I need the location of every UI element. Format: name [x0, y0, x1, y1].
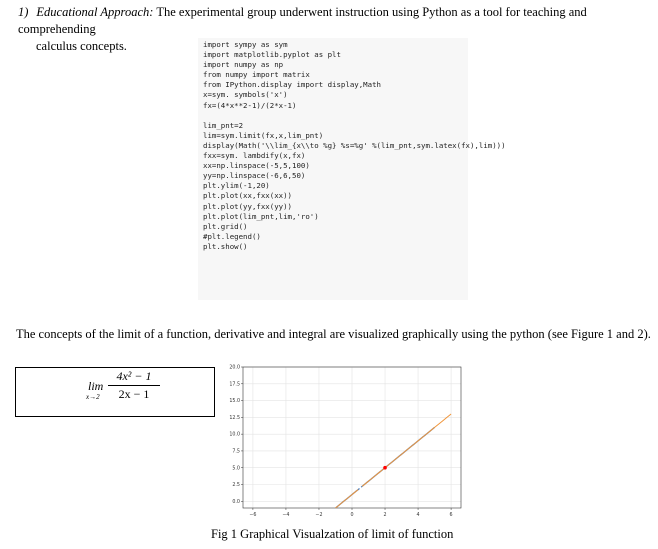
code-line: import numpy as np — [203, 60, 284, 70]
x-tick-label: 4 — [416, 513, 420, 518]
y-tick-label: 7.5 — [232, 449, 240, 455]
x-tick-label: −6 — [249, 513, 257, 518]
y-tick-label: 17.5 — [229, 382, 240, 388]
code-line: fx=(4*x**2-1)/(2*x-1) — [203, 100, 297, 110]
code-line: plt.ylim(-1,20) — [203, 181, 270, 191]
code-block — [198, 38, 506, 300]
code-line: #plt.legend() — [203, 231, 261, 241]
code-line: plt.plot(lim_pnt,lim,'ro') — [203, 211, 319, 221]
section-heading: Educational Approach: — [36, 5, 154, 19]
y-tick-label: 2.5 — [232, 483, 240, 489]
code-line: plt.plot(yy,fxx(yy)) — [203, 201, 292, 211]
code-line: lim=sym.limit(fx,x,lim_pnt) — [203, 130, 324, 140]
code-line: from IPython.display import display,Math — [203, 80, 381, 90]
paragraph-figures: The concepts of the limit of a function, derivative and integral are visualized graphically using the python (see Figure 1 and 2). — [16, 327, 651, 341]
x-tick-label: 6 — [449, 513, 453, 518]
code-line: plt.plot(xx,fxx(xx)) — [203, 191, 292, 201]
limit-formula-box — [15, 367, 215, 417]
code-line: display(Math('\\lim_{x\\to %g} %s=%g' %(lim_pnt,sym.latex(fx),lim))) — [203, 140, 506, 150]
code-line: import matplotlib.pyplot as plt — [203, 50, 341, 60]
y-tick-label: 5.0 — [232, 466, 240, 472]
x-tick-label: −4 — [282, 513, 290, 518]
y-tick-label: 15.0 — [229, 399, 240, 405]
code-line: x=sym. symbols('x') — [203, 90, 288, 100]
y-tick-label: 0.0 — [232, 499, 240, 505]
section-text-line2: calculus concepts. — [36, 39, 127, 53]
formula-denominator: 2x − 1 — [118, 387, 150, 401]
code-line: yy=np.linspace(-6,6,50) — [203, 171, 306, 181]
formula-numerator: 4x² − 1 — [108, 369, 160, 386]
y-tick-label: 20.0 — [229, 365, 240, 371]
formula-lim: lim — [88, 379, 104, 393]
y-tick-label: 12.5 — [229, 415, 240, 421]
code-line: from numpy import matrix — [203, 70, 310, 80]
series-1-left — [253, 490, 358, 527]
code-line: plt.show() — [203, 241, 248, 251]
figure-caption: Fig 1 Graphical Visualzation of limit of function — [211, 527, 454, 541]
code-line: xx=np.linspace(-5,5,100) — [203, 161, 310, 171]
series-1-right — [362, 414, 451, 486]
formula-fraction — [108, 369, 160, 402]
formula-subscript: x→2 — [86, 393, 100, 401]
limit-point — [383, 466, 387, 470]
y-tick-label: 10.0 — [229, 432, 240, 438]
code-line: plt.grid() — [203, 221, 248, 231]
section-text-line1: The experimental group underwent instruction using Python as a tool for teaching and comprehending — [18, 5, 587, 36]
code-line — [203, 111, 468, 121]
x-tick-label: 2 — [383, 513, 387, 518]
x-tick-label: −2 — [315, 513, 323, 518]
limit-chart — [228, 362, 466, 527]
code-line: lim_pnt=2 — [203, 120, 244, 130]
section-number: 1) — [18, 5, 29, 19]
x-tick-label: 0 — [350, 513, 354, 518]
code-line: fxx=sym. lambdify(x,fx) — [203, 151, 306, 161]
code-line: import sympy as sym — [203, 40, 288, 49]
